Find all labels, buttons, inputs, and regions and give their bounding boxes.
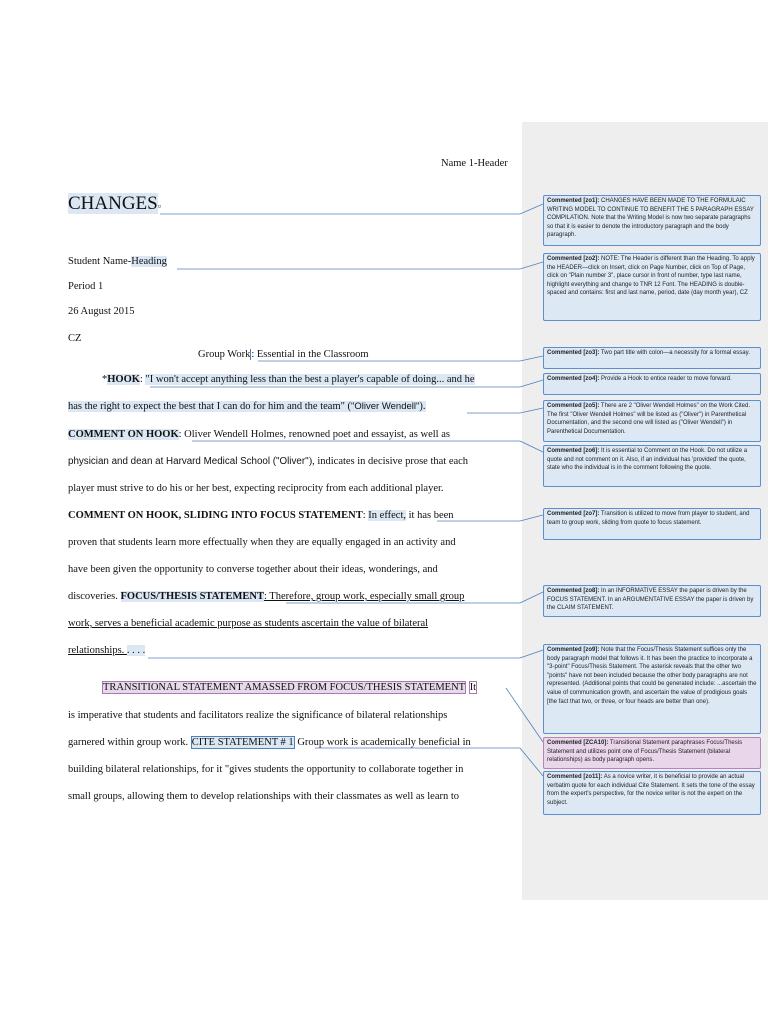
paragraph2-line-3: building bilateral relationships, for it "gives students the opportunity to collaborate together in	[68, 764, 464, 775]
comment-zo11[interactable]	[543, 771, 761, 815]
cite-statement-label: CITE STATEMENT # 1	[191, 737, 294, 748]
comment-label: Commented [zo6]:	[547, 448, 600, 454]
heading-tag: Heading	[131, 256, 167, 267]
comment-label: Commented [zo1]:	[547, 198, 600, 204]
hook-line2-end: ).	[419, 401, 426, 412]
paragraph2-line-4: small groups, allowing them to develop relationships with their classmates as well as learn to	[68, 791, 460, 802]
sliding-line1-end: it has been	[405, 510, 454, 521]
comment-text: Provide a Hook to entice reader to move forward.	[601, 376, 732, 382]
sliding-line-2: proven that students learn more effectually when they are equally engaged in an activity and	[68, 537, 456, 548]
comment-text: As a novice writer, it is beneficial to provide an actual verbatim quote for each individual Cite Statement. It sets the tone of the essay from the expert's perspective, for the novice writer is not the expert on the subject.	[547, 774, 755, 806]
date-line: 26 August 2015	[68, 306, 135, 317]
comment-on-hook-line-1	[68, 429, 450, 440]
transitional-label: TRANSITIONAL STATEMENT AMASSED FROM FOCUS/THESIS STATEMENT	[103, 682, 466, 693]
comment-citation: "Oliver"	[276, 456, 309, 467]
period-line: Period 1	[68, 281, 104, 292]
hook-label: HOOK	[107, 374, 140, 385]
comment-zo8[interactable]	[543, 585, 761, 617]
comment-text: CHANGES HAVE BEEN MADE TO THE FORMULAIC WRITING MODEL TO CONTINUE TO BENEFIT THE 5 PARAGRAPH ESSAY COMPILATION. Note that the Writing Model is now two separate paragraphs so that it is easier to denote the introductory paragraph and the body paragraph.	[547, 198, 754, 239]
comment-label: Commented [zo9]:	[547, 647, 600, 653]
transitional-line	[102, 682, 477, 693]
focus-label: FOCUS/THESIS STATEMENT	[120, 591, 264, 602]
hook-quote-line1: "I won't accept anything less than the best a player's capable of doing... and he	[145, 374, 475, 385]
in-effect-text: In effect,	[368, 510, 406, 521]
page-header: Name 1-Header	[441, 158, 508, 169]
comment-text: There are 2 "Oliver Wendell Holmes" on the Work Cited. The first "Oliver Wendell Holmes" will be listed as ("Oliver") in Parenthetical Documentation, and the second one will listed as ("Oliver Wendell") in Parenthetical Documentation.	[547, 403, 751, 435]
comment-on-hook-label: COMMENT ON HOOK	[68, 429, 179, 440]
comment-label: Commented [zo4]:	[547, 376, 600, 382]
comment-label: Commented [zo7]:	[547, 511, 600, 517]
comment-on-hook-text: : Oliver Wendell Holmes, renowned poet and essayist, as well as	[178, 429, 450, 440]
document-title: CHANGES▫	[68, 193, 161, 214]
comment-text: Note that the Focus/Thesis Statement suffices only the body paragraph model that follows it. It has been the practice to incorporate a "3-point" Focus/Thesis Statement. The asterisk reveals that the other two "points" have not been included because the other body paragraphs are not represented. (Additional points that could be generated include: ...ascertain the value of communication growth, and ascertain the value of prodigious goals [the fact that two, or three, or four heads are better than one).	[547, 647, 757, 705]
comment-label: Commented [zo2]:	[547, 256, 600, 262]
focus-line-3	[68, 645, 145, 656]
hook-line-1: *HOOK: "I won't accept anything less than the best a player's capable of doing... and he	[102, 374, 475, 385]
focus-ellipsis: . . . .	[126, 645, 146, 656]
comment-label: Commented [zo3]:	[547, 350, 600, 356]
focus-text-line1: : Therefore, group work, especially small group	[263, 591, 465, 602]
comment-zo1[interactable]	[543, 195, 761, 246]
comment-text: Transitional Statement paraphrases Focus/Thesis Statement and utilizes point one of Focus/Thesis Statement (bilateral relationships) as body paragraph opens.	[547, 740, 743, 764]
comment-zo9[interactable]	[543, 644, 761, 734]
comment-text: In an INFORMATIVE ESSAY the paper is driven by the FOCUS STATEMENT. In an ARGUMENTATIVE ESSAY the paper is driven by the CLAIM STATEMENT.	[547, 588, 754, 612]
paragraph2-line-1: is imperative that students and facilitators realize the significance of bilateral relationships	[68, 710, 448, 721]
focus-text-line3: relationships.	[68, 645, 127, 656]
comment-zo4[interactable]	[543, 373, 761, 395]
comment-text: NOTE: The Header is different than the Heading. To apply the HEADER—click on Insert, click on Page Number, click on Top of Page, click on "Plain number 3", place cursor in front of number, type last name, highlight everything and change to TNR 12 Font. The HEADING is double-spaced and contains: first and last name, period, date (day month year), CZ	[547, 256, 755, 297]
comment-text: It is essential to Comment on the Hook. Do not utilize a quote and not comment on it. Also, if an individual has 'provided' the quote, state who the individual is in the comment following the quote.	[547, 448, 748, 472]
asterisk: *	[102, 374, 108, 385]
comment-zca10[interactable]	[543, 737, 761, 769]
sliding-colon: :	[362, 510, 369, 521]
hook-quote-line2: has the right to expect the best that I can do for him and the team" (	[68, 401, 352, 412]
sliding-line-3: have been given the opportunity to converse together about their ideas, wonderings, and	[68, 564, 438, 575]
focus-line-1	[68, 591, 464, 602]
comment-text: Transition is utilized to move from player to student, and team to group work, sliding from quote to focus statement.	[547, 511, 750, 526]
para2-line2-end: Group work is academically beneficial in	[294, 737, 471, 748]
para2-line2-start: garnered within group work.	[68, 737, 191, 748]
essay-title	[198, 349, 369, 360]
comment-label: Commented [zo11]:	[547, 774, 603, 780]
sliding-line-1	[68, 510, 454, 521]
comment-on-hook-line-3: player must strive to do his or her best, expecting reciprocity from each additional player.	[68, 483, 444, 494]
focus-line-2: work, serves a beneficial academic purpose as students ascertain the value of bilateral	[68, 618, 429, 629]
essay-title-part2: : Essential in the Classroom	[251, 349, 369, 360]
comment-zo7[interactable]	[543, 508, 761, 540]
comment-label: Commented [zo8]:	[547, 588, 600, 594]
comment-label: Commented [ZCA10]:	[547, 740, 609, 746]
paragraph2-line-2	[68, 737, 471, 748]
student-name-prefix: Student Name-	[68, 256, 132, 267]
comment-zo6[interactable]	[543, 445, 761, 487]
hook-citation: "Oliver Wendell"	[351, 401, 420, 412]
hook-line-2	[68, 401, 426, 412]
sliding-label: COMMENT ON HOOK, SLIDING INTO FOCUS STATEMENT	[68, 510, 363, 521]
comment-zo3[interactable]	[543, 347, 761, 369]
essay-title-part1: Group Work	[198, 349, 251, 360]
initials-line: CZ	[68, 333, 82, 344]
transitional-it: It	[469, 682, 477, 693]
title-text: CHANGES	[68, 193, 158, 214]
comment-label: Commented [zo5]:	[547, 403, 600, 409]
comment-zo5[interactable]	[543, 400, 761, 442]
comment-line2-end: ), indicates in decisive prose that each	[308, 456, 469, 467]
comment-on-hook-line-2	[68, 456, 468, 467]
discoveries-text: discoveries.	[68, 591, 121, 602]
student-name-line	[68, 256, 167, 267]
comment-line2-text: physician and dean at Harvard Medical School (	[68, 456, 277, 467]
comment-text: Two part title with colon—a necessity for a formal essay.	[600, 350, 750, 356]
comment-zo2[interactable]	[543, 253, 761, 321]
